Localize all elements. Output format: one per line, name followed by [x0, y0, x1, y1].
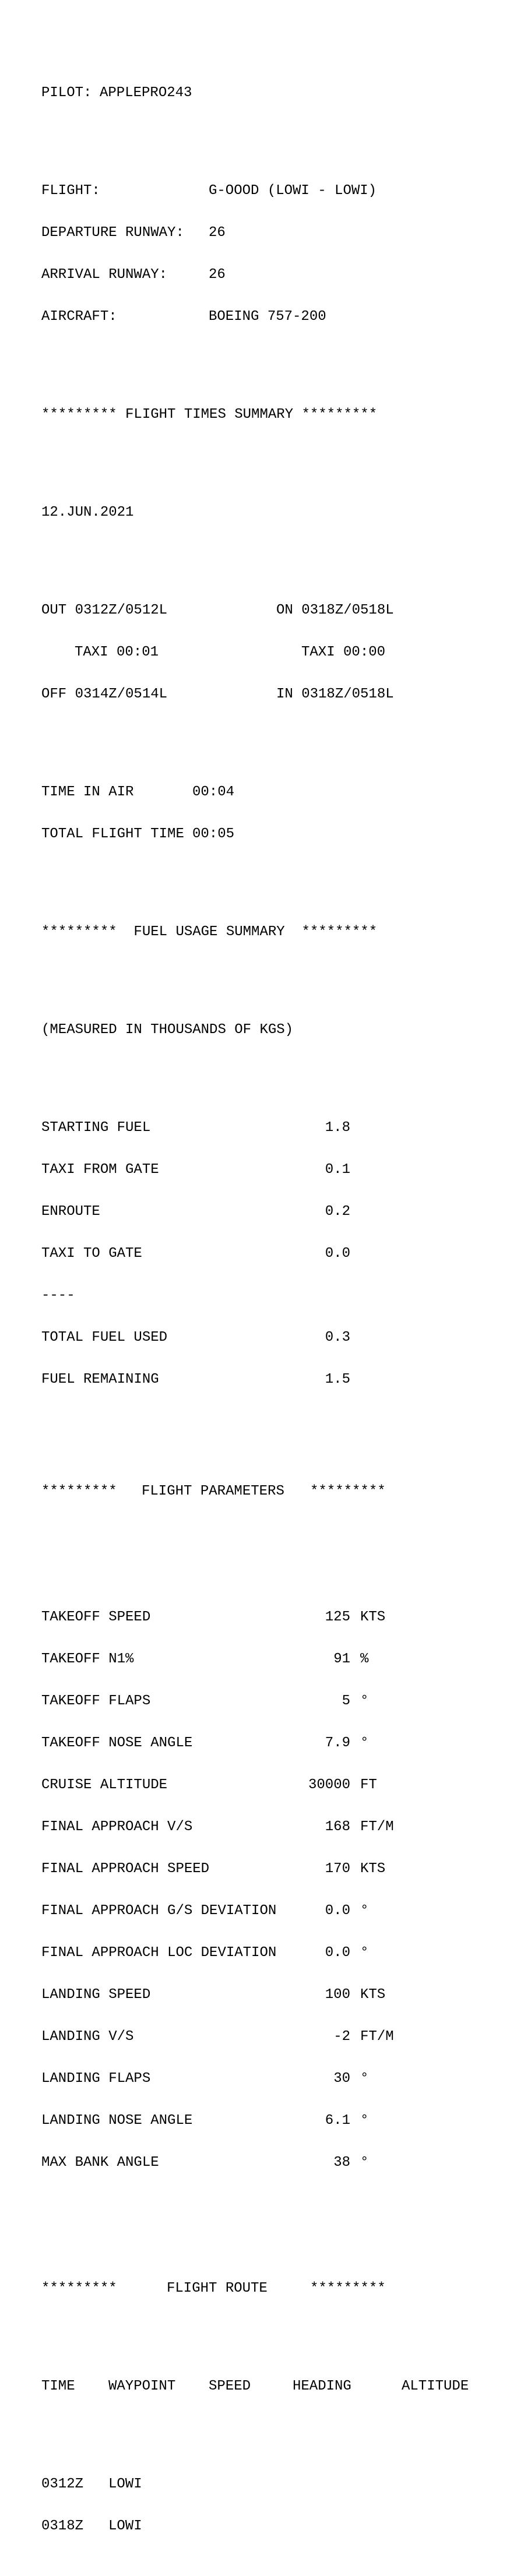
- fuel-label: FUEL REMAINING: [41, 1372, 159, 1387]
- flight-info-value: G-OOOD (LOWI - LOWI): [209, 183, 377, 199]
- in-time: IN 0318Z/0518L: [276, 686, 394, 702]
- parameter-label: TAKEOFF SPEED: [41, 1609, 151, 1625]
- parameter-row: [41, 1820, 502, 1834]
- fuel-row: [41, 1247, 502, 1261]
- route-column-waypoint: WAYPOINT: [108, 2378, 176, 2394]
- fuel-value: 0.3: [325, 1330, 350, 1345]
- route-time: 0312Z: [41, 2476, 84, 2492]
- route-column-altitude: ALTITUDE: [402, 2378, 469, 2394]
- parameter-unit: °: [360, 1735, 369, 1751]
- route-header-title: FLIGHT ROUTE: [167, 2281, 268, 2296]
- route-column-time: TIME: [41, 2378, 75, 2394]
- taxi-out-time: TAXI 00:01: [75, 644, 159, 660]
- parameter-row: [41, 2156, 502, 2170]
- parameter-unit: °: [360, 1945, 369, 1961]
- off-time: OFF 0314Z/0514L: [41, 686, 168, 702]
- parameter-row: [41, 1862, 502, 1876]
- parameter-row: [41, 1946, 502, 1960]
- parameter-unit: °: [360, 1903, 369, 1919]
- parameter-label: LANDING SPEED: [41, 1987, 151, 2003]
- parameter-label: TAKEOFF N1%: [41, 1651, 134, 1667]
- pilot-name: APPLEPRO243: [100, 85, 192, 101]
- parameter-label: TAKEOFF NOSE ANGLE: [41, 1735, 193, 1751]
- parameter-value: 7.9: [325, 1735, 350, 1751]
- parameter-label: LANDING NOSE ANGLE: [41, 2113, 193, 2129]
- fuel-value: 1.5: [325, 1372, 350, 1387]
- fuel-separator-line: [41, 1289, 502, 1303]
- flight-info-row: [41, 226, 502, 240]
- parameters-header: [41, 1485, 502, 1499]
- route-row: [41, 2519, 502, 2533]
- total-flight-time-row: [41, 827, 502, 841]
- parameter-value: 38: [333, 2155, 350, 2170]
- fuel-row: [41, 1163, 502, 1177]
- time-in-air-row: [41, 785, 502, 799]
- fuel-label: ENROUTE: [41, 1204, 100, 1220]
- fuel-header-text: ********* FUEL USAGE SUMMARY *********: [41, 924, 378, 940]
- total-flight-time-value: 00:05: [192, 826, 235, 842]
- parameter-row: [41, 2072, 502, 2086]
- parameter-row: [41, 2114, 502, 2128]
- fuel-header: [41, 925, 502, 939]
- route-column-heading: HEADING: [293, 2378, 351, 2394]
- on-time: ON 0318Z/0518L: [276, 602, 394, 618]
- flight-info-label: AIRCRAFT:: [41, 309, 117, 325]
- times-header: [41, 408, 502, 422]
- flight-info-row: [41, 268, 502, 282]
- parameter-unit: °: [360, 1693, 369, 1709]
- parameter-value: 30000: [308, 1777, 350, 1793]
- fuel-units-note: (MEASURED IN THOUSANDS OF KGS): [41, 1022, 294, 1038]
- parameter-label: LANDING FLAPS: [41, 2071, 151, 2087]
- parameter-value: 30: [333, 2071, 350, 2087]
- parameter-value: 125: [325, 1609, 350, 1625]
- flight-info-row: [41, 310, 502, 324]
- parameter-row: [41, 1652, 502, 1666]
- parameter-label: FINAL APPROACH SPEED: [41, 1861, 210, 1877]
- fuel-value: 0.0: [325, 1246, 350, 1261]
- flight-date: 12.JUN.2021: [41, 505, 134, 520]
- parameter-label: FINAL APPROACH LOC DEVIATION: [41, 1945, 277, 1961]
- times-header-text: ********* FLIGHT TIMES SUMMARY *********: [41, 407, 378, 422]
- parameter-unit: FT/M: [360, 1819, 394, 1835]
- flight-info-label: FLIGHT:: [41, 183, 100, 199]
- parameter-label: FINAL APPROACH G/S DEVIATION: [41, 1903, 277, 1919]
- parameter-label: TAKEOFF FLAPS: [41, 1693, 151, 1709]
- route-column-speed: SPEED: [209, 2378, 251, 2394]
- parameter-value: 170: [325, 1861, 350, 1877]
- flight-info-value: 26: [209, 267, 226, 283]
- flight-report: [41, 44, 502, 2561]
- times-row-out-on: [41, 604, 502, 618]
- parameter-row: [41, 1988, 502, 2002]
- parameter-value: 0.0: [325, 1903, 350, 1919]
- parameter-value: 100: [325, 1987, 350, 2003]
- route-header: [41, 2282, 502, 2296]
- parameter-value: 0.0: [325, 1945, 350, 1961]
- parameter-unit: KTS: [360, 1609, 386, 1625]
- route-columns: [41, 2380, 502, 2394]
- fuel-total-row: [41, 1331, 502, 1345]
- time-in-air-value: 00:04: [192, 784, 235, 800]
- parameter-value: 168: [325, 1819, 350, 1835]
- fuel-value: 0.2: [325, 1204, 350, 1220]
- parameter-row: [41, 1694, 502, 1708]
- parameter-unit: °: [360, 2155, 369, 2170]
- route-header-right: *********: [310, 2281, 386, 2296]
- parameter-row: [41, 1778, 502, 1792]
- pilot-line: [41, 86, 502, 100]
- parameter-value: 6.1: [325, 2113, 350, 2129]
- fuel-label: TOTAL FUEL USED: [41, 1330, 168, 1345]
- route-header-left: *********: [41, 2281, 117, 2296]
- flight-date-line: [41, 506, 502, 520]
- flight-info-label: DEPARTURE RUNWAY:: [41, 225, 184, 241]
- parameter-unit: FT: [360, 1777, 377, 1793]
- parameters-list: [41, 1583, 502, 2198]
- route-waypoint: LOWI: [108, 2518, 142, 2534]
- fuel-label: TAXI TO GATE: [41, 1246, 142, 1261]
- parameter-label: MAX BANK ANGLE: [41, 2155, 159, 2170]
- parameter-unit: KTS: [360, 1987, 386, 2003]
- fuel-label: STARTING FUEL: [41, 1120, 151, 1136]
- flight-info-value: BOEING 757-200: [209, 309, 326, 325]
- parameter-unit: %: [360, 1651, 369, 1667]
- parameter-value: -2: [333, 2029, 350, 2045]
- route-time: 0318Z: [41, 2518, 84, 2534]
- flight-info-label: ARRIVAL RUNWAY:: [41, 267, 168, 283]
- parameters-header-left: *********: [41, 1483, 117, 1499]
- parameter-row: [41, 1904, 502, 1918]
- parameters-header-title: FLIGHT PARAMETERS: [142, 1483, 284, 1499]
- route-row: [41, 2478, 502, 2492]
- parameters-header-right: *********: [310, 1483, 386, 1499]
- parameter-row: [41, 2030, 502, 2044]
- parameter-unit: FT/M: [360, 2029, 394, 2045]
- flight-info-value: 26: [209, 225, 226, 241]
- route-waypoint: LOWI: [108, 2476, 142, 2492]
- fuel-value: 1.8: [325, 1120, 350, 1136]
- parameter-label: FINAL APPROACH V/S: [41, 1819, 193, 1835]
- fuel-separator: ----: [41, 1288, 75, 1303]
- time-in-air-label: TIME IN AIR: [41, 784, 134, 800]
- parameter-row: [41, 1611, 502, 1624]
- fuel-label: TAXI FROM GATE: [41, 1162, 159, 1178]
- parameter-value: 5: [342, 1693, 350, 1709]
- fuel-row: [41, 1121, 502, 1135]
- parameter-unit: °: [360, 2071, 369, 2087]
- total-flight-time-label: TOTAL FLIGHT TIME: [41, 826, 184, 842]
- fuel-total-row: [41, 1373, 502, 1387]
- parameter-value: 91: [333, 1651, 350, 1667]
- out-time: OUT 0312Z/0512L: [41, 602, 168, 618]
- pilot-label: PILOT:: [41, 85, 92, 101]
- parameter-label: LANDING V/S: [41, 2029, 134, 2045]
- fuel-row: [41, 1205, 502, 1219]
- taxi-in-time: TAXI 00:00: [301, 644, 386, 660]
- parameter-unit: °: [360, 2113, 369, 2129]
- fuel-units-note-line: [41, 1023, 502, 1037]
- fuel-value: 0.1: [325, 1162, 350, 1178]
- times-row-off-in: [41, 688, 502, 702]
- flight-info-row: [41, 184, 502, 198]
- parameter-row: [41, 1736, 502, 1750]
- parameter-unit: KTS: [360, 1861, 386, 1877]
- parameter-label: CRUISE ALTITUDE: [41, 1777, 168, 1793]
- times-row-taxi: [41, 646, 502, 660]
